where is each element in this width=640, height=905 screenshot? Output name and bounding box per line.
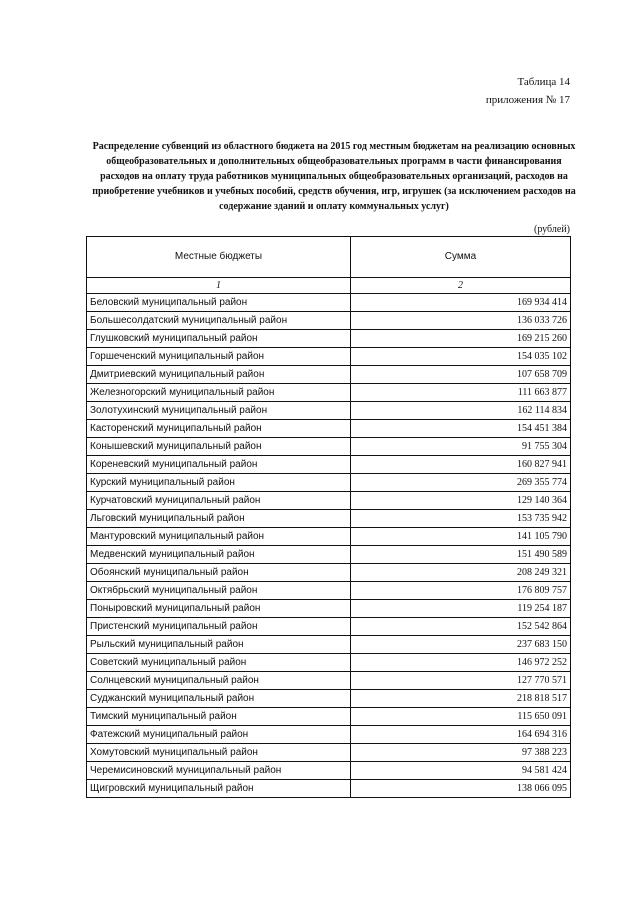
- district-name-cell: Золотухинский муниципальный район: [87, 402, 351, 420]
- amount-cell: 136 033 726: [351, 312, 571, 330]
- table-row: [87, 438, 571, 456]
- table-row: [87, 762, 571, 780]
- district-name-cell: Черемисиновский муниципальный район: [87, 762, 351, 780]
- district-name-cell: Медвенский муниципальный район: [87, 546, 351, 564]
- amount-cell: 94 581 424: [351, 762, 571, 780]
- amount-cell: 218 818 517: [351, 690, 571, 708]
- amount-cell: 91 755 304: [351, 438, 571, 456]
- district-name-cell: Хомутовский муниципальный район: [87, 744, 351, 762]
- district-name-cell: Суджанский муниципальный район: [87, 690, 351, 708]
- table-row: [87, 366, 571, 384]
- amount-cell: 107 658 709: [351, 366, 571, 384]
- amount-cell: 169 934 414: [351, 294, 571, 312]
- units-label: (рублей): [533, 224, 570, 235]
- column-index-row: [87, 278, 571, 294]
- district-name-cell: Касторенский муниципальный район: [87, 420, 351, 438]
- amount-cell: 162 114 834: [351, 402, 571, 420]
- column-header-sum: Сумма: [351, 237, 571, 278]
- table-row: [87, 456, 571, 474]
- amount-cell: 164 694 316: [351, 726, 571, 744]
- district-name-cell: Обоянский муниципальный район: [87, 564, 351, 582]
- table-row: [87, 294, 571, 312]
- table-row: [87, 780, 571, 798]
- table-row: [87, 474, 571, 492]
- table-row: [87, 528, 571, 546]
- amount-cell: 146 972 252: [351, 654, 571, 672]
- amount-cell: 237 683 150: [351, 636, 571, 654]
- amount-cell: 154 035 102: [351, 348, 571, 366]
- table-row: [87, 708, 571, 726]
- table-row: [87, 510, 571, 528]
- district-name-cell: Льговский муниципальный район: [87, 510, 351, 528]
- district-name-cell: Горшеченский муниципальный район: [87, 348, 351, 366]
- table-row: [87, 564, 571, 582]
- district-name-cell: Фатежский муниципальный район: [87, 726, 351, 744]
- amount-cell: 138 066 095: [351, 780, 571, 798]
- district-name-cell: Кореневский муниципальный район: [87, 456, 351, 474]
- amount-cell: 127 770 571: [351, 672, 571, 690]
- amount-cell: 97 388 223: [351, 744, 571, 762]
- table-row: [87, 546, 571, 564]
- table-row: [87, 492, 571, 510]
- table-row: [87, 384, 571, 402]
- table-row: [87, 348, 571, 366]
- amount-cell: 269 355 774: [351, 474, 571, 492]
- amount-cell: 119 254 187: [351, 600, 571, 618]
- amount-cell: 153 735 942: [351, 510, 571, 528]
- table-row: [87, 618, 571, 636]
- amount-cell: 115 650 091: [351, 708, 571, 726]
- table-row: [87, 726, 571, 744]
- district-name-cell: Дмитриевский муниципальный район: [87, 366, 351, 384]
- table-row: [87, 600, 571, 618]
- district-name-cell: Большесолдатский муниципальный район: [87, 312, 351, 330]
- district-name-cell: Рыльский муниципальный район: [87, 636, 351, 654]
- district-name-cell: Глушковский муниципальный район: [87, 330, 351, 348]
- column-index-2: 2: [351, 278, 571, 294]
- district-name-cell: Щигровский муниципальный район: [87, 780, 351, 798]
- district-name-cell: Советский муниципальный район: [87, 654, 351, 672]
- district-name-cell: Октябрьский муниципальный район: [87, 582, 351, 600]
- table-row: [87, 582, 571, 600]
- table-header-row: [87, 237, 571, 278]
- amount-cell: 152 542 864: [351, 618, 571, 636]
- amount-cell: 129 140 364: [351, 492, 571, 510]
- table-row: [87, 402, 571, 420]
- amount-cell: 154 451 384: [351, 420, 571, 438]
- table-row: [87, 330, 571, 348]
- district-name-cell: Конышевский муниципальный район: [87, 438, 351, 456]
- amount-cell: 208 249 321: [351, 564, 571, 582]
- table-row: [87, 690, 571, 708]
- table-row: [87, 672, 571, 690]
- document-title: Распределение субвенций из областного бюджета на 2015 год местным бюджетам на реализацию основных общеобразовательных и дополнительных общеобразовательных программ в части финансирования расходов на оплату труда работников муниципальных общеобразовательных организаций, расходов на приобретение учебников и учебных пособий, средств обучения, игр, игрушек (за исключением расходов на содержание зданий и оплату коммунальных услуг): [92, 141, 576, 212]
- table-row: [87, 654, 571, 672]
- appendix-label: приложения № 17: [485, 94, 570, 106]
- district-name-cell: Железногорский муниципальный район: [87, 384, 351, 402]
- amount-cell: 111 663 877: [351, 384, 571, 402]
- table-number-label: Таблица 14: [517, 76, 570, 88]
- amount-cell: 160 827 941: [351, 456, 571, 474]
- amount-cell: 151 490 589: [351, 546, 571, 564]
- district-name-cell: Поныровский муниципальный район: [87, 600, 351, 618]
- budget-table: [86, 236, 571, 798]
- district-name-cell: Курчатовский муниципальный район: [87, 492, 351, 510]
- district-name-cell: Пристенский муниципальный район: [87, 618, 351, 636]
- column-index-1: 1: [87, 278, 351, 294]
- district-name-cell: Курский муниципальный район: [87, 474, 351, 492]
- table-row: [87, 744, 571, 762]
- table-row: [87, 636, 571, 654]
- table-row: [87, 312, 571, 330]
- table-row: [87, 420, 571, 438]
- district-name-cell: Солнцевский муниципальный район: [87, 672, 351, 690]
- amount-cell: 141 105 790: [351, 528, 571, 546]
- district-name-cell: Беловский муниципальный район: [87, 294, 351, 312]
- column-header-budgets: Местные бюджеты: [87, 237, 351, 278]
- district-name-cell: Мантуровский муниципальный район: [87, 528, 351, 546]
- amount-cell: 176 809 757: [351, 582, 571, 600]
- district-name-cell: Тимский муниципальный район: [87, 708, 351, 726]
- amount-cell: 169 215 260: [351, 330, 571, 348]
